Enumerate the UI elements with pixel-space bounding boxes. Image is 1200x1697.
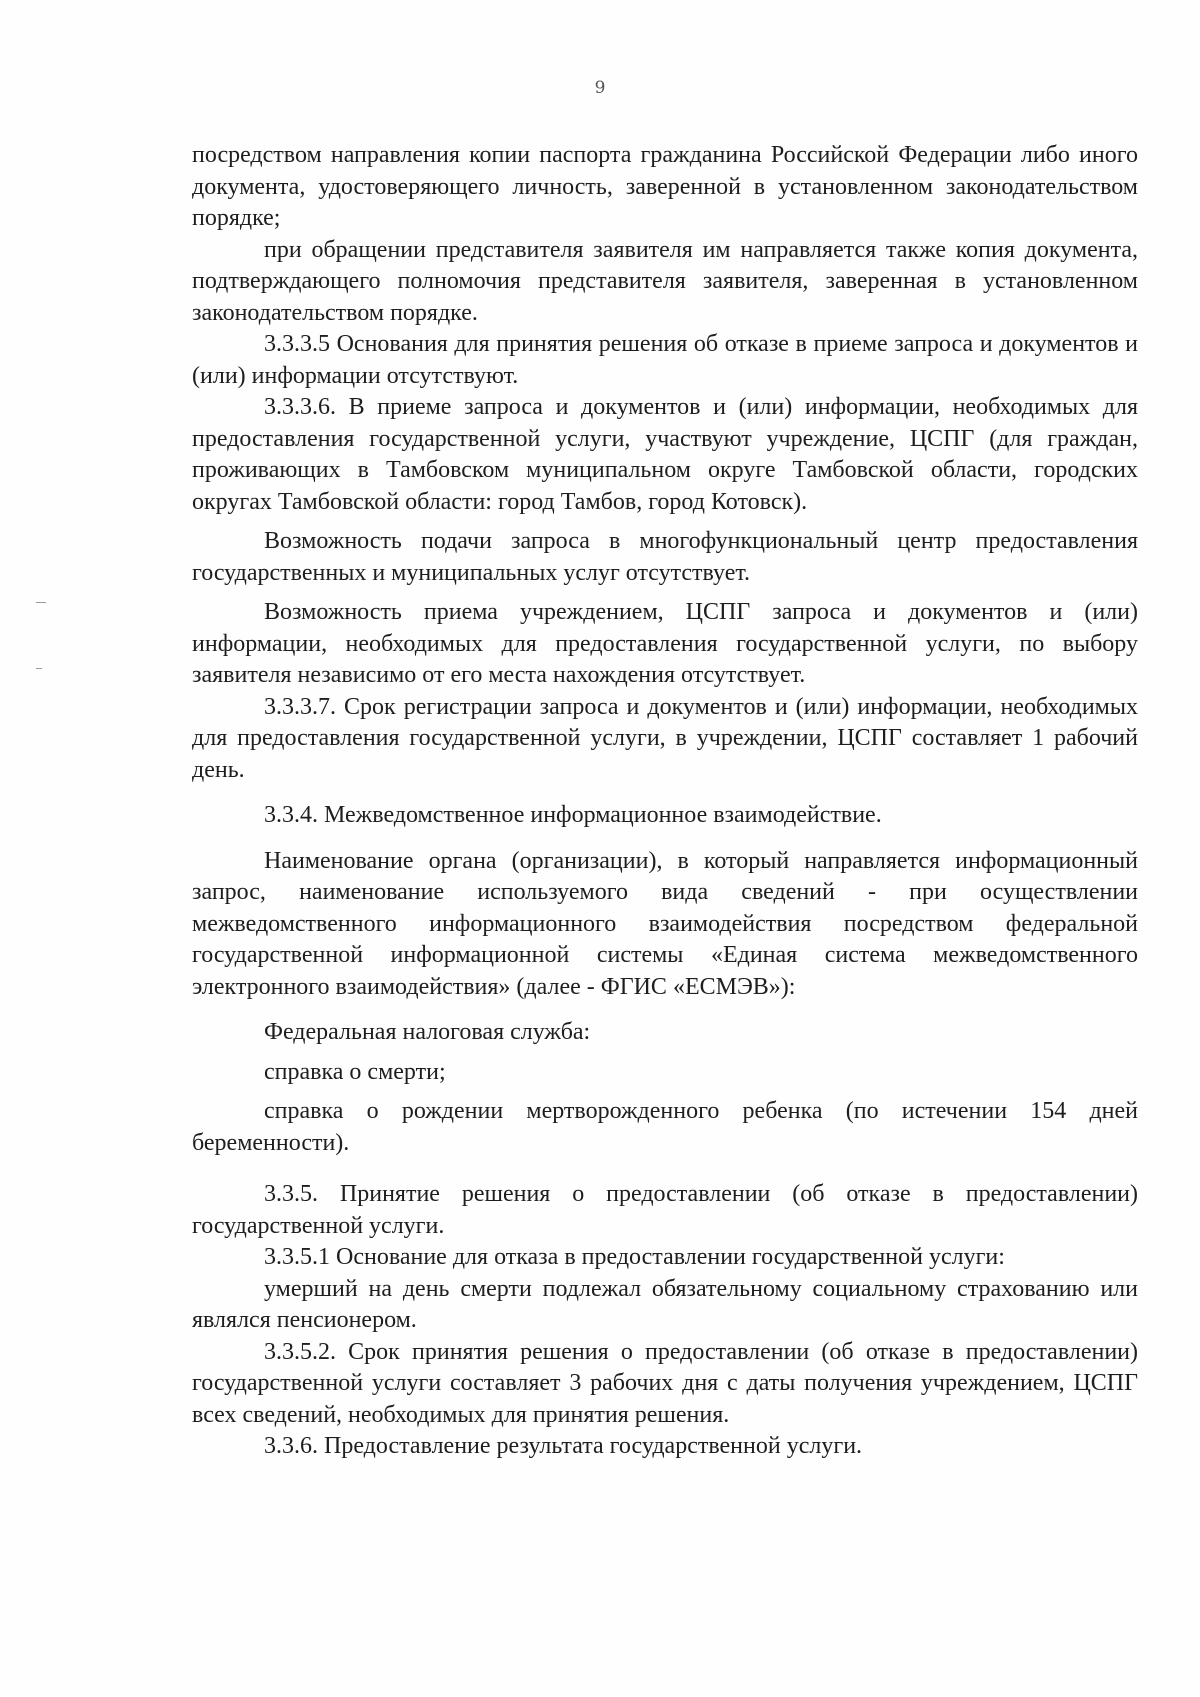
scan-margin-mark <box>36 668 42 669</box>
paragraph: 3.3.3.6. В приеме запроса и документов и (или) информации, необходимых для предоставления государственной услуги, участвуют учреждение, ЦСПГ (для граждан, проживающих в Тамбовском муниципальном округе Тамбовской области, городских округах Тамбовской области: город Тамбов, город Котовск). <box>192 394 1138 515</box>
paragraph: 3.3.3.5 Основания для принятия решения об отказе в приеме запроса и документов и (или) информации отсутствуют. <box>192 331 1138 389</box>
list-item: справка о рождении мертворожденного ребенка (по истечении 154 дней беременности). <box>192 1098 1138 1156</box>
paragraph: 3.3.5.2. Срок принятия решения о предоставлении (об отказе в предоставлении) государственной услуги составляет 3 рабочих дня с даты получения учреждением, ЦСПГ всех сведений, необходимых для принятия решения. <box>192 1338 1138 1428</box>
paragraph: посредством направления копии паспорта гражданина Российской Федерации либо иного документа, удостоверяющего личность, заверенной в установленном законодательством порядке; <box>192 142 1138 231</box>
scan-margin-mark <box>36 602 46 603</box>
paragraph: при обращении представителя заявителя им направляется также копия документа, подтверждающего полномочия представителя заявителя, заверенная в установленном законодательством порядке. <box>192 236 1138 326</box>
paragraph: Возможность приема учреждением, ЦСПГ запроса и документов и (или) информации, необходимых для предоставления государственной услуги, по выбору заявителя независимо от его места нахождения отсутствует. <box>192 599 1138 688</box>
list-item: справка о смерти; <box>264 1058 446 1085</box>
paragraph: Федеральная налоговая служба: <box>264 1019 591 1045</box>
paragraph: Наименование органа (организации), в который направляется информационный запрос, наименование используемого вида сведений - при осуществлении межведомственного информационного взаимодействия посредством федеральной государственной информационной системы «Единая система межведомственного электронного взаимодействия» (далее - ФГИС «ЕСМЭВ»): <box>192 847 1138 1000</box>
page-number: 9 <box>594 78 606 98</box>
section-heading: 3.3.4. Межведомственное информационное взаимодействие. <box>264 802 882 828</box>
paragraph: 3.3.5.1 Основание для отказа в предоставлении государственной услуги: <box>264 1244 1005 1270</box>
paragraph: умерший на день смерти подлежал обязательному социальному страхованию или являлся пенсионером. <box>192 1275 1138 1333</box>
paragraph: Возможность подачи запроса в многофункциональный центр предоставления государственных и муниципальных услуг отсутствует. <box>192 528 1138 586</box>
document-body <box>192 140 1138 1463</box>
section-heading: 3.3.6. Предоставление результата государственной услуги. <box>264 1433 863 1459</box>
section-heading: 3.3.5. Принятие решения о предоставлении (об отказе в предоставлении) государственной услуги. <box>192 1181 1138 1239</box>
paragraph: 3.3.3.7. Срок регистрации запроса и документов и (или) информации, необходимых для предоставления государственной услуги, в учреждении, ЦСПГ составляет 1 рабочий день. <box>192 693 1138 783</box>
